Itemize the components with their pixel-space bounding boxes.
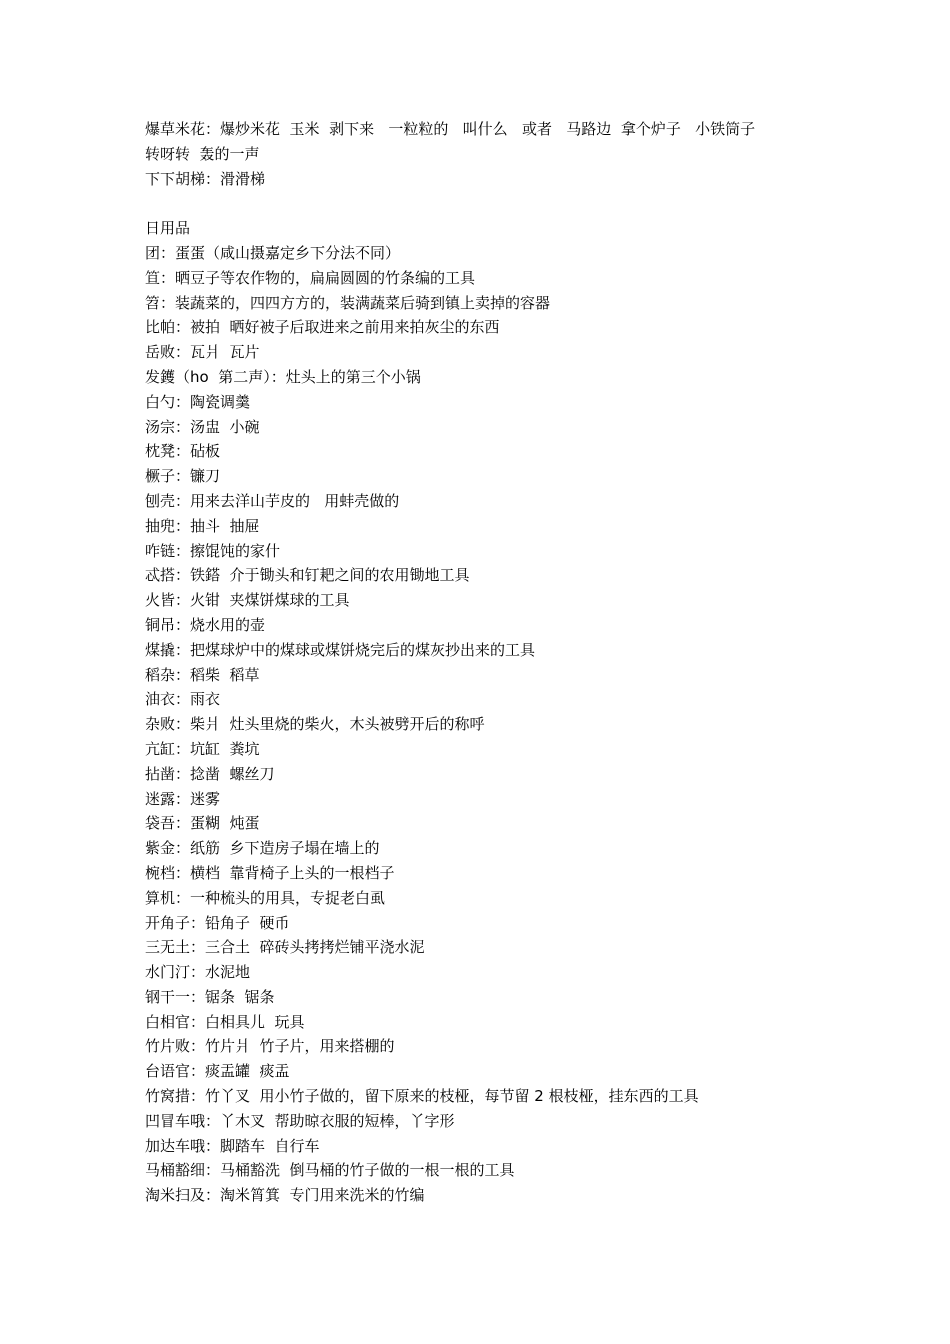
section-heading: 日用品 xyxy=(145,219,191,238)
entry-line: 亢缸：坑缸 粪坑 xyxy=(145,739,260,758)
document-body xyxy=(145,117,815,1208)
entry-line: 咋链：擦馄饨的家什 xyxy=(145,541,281,560)
intro-line-3: 下下胡梯：滑滑梯 xyxy=(145,169,266,188)
entry-line: 台语官：痰盂罐 痰盂 xyxy=(145,1062,290,1081)
entry-line: 白相官：白相具儿 玩具 xyxy=(145,1012,305,1031)
intro-line-1: 爆草米花：爆炒米花 玉米 剥下来 一粒粒的 叫什么 或者 马路边 拿个炉子 小铁筒子 xyxy=(145,120,756,138)
entry-line: 抽兜：抽斗 抽屉 xyxy=(145,516,260,535)
entry-line: 岳败：瓦爿 瓦片 xyxy=(145,343,260,362)
entry-line: 椀档：横档 靠背椅子上头的一根档子 xyxy=(145,863,395,882)
blank-line xyxy=(145,191,815,216)
entry-line: 算机：一种梳头的用具，专捉老白虱 xyxy=(145,888,386,907)
entry-line: 火皆：火钳 夹煤饼煤球的工具 xyxy=(145,591,350,610)
entry-line: 竹窝措：竹丫叉 用小竹子做的，留下原来的枝桠，每节留 2 根枝桠，挂东西的工具 xyxy=(145,1087,699,1106)
entry-line: 拈凿：捻凿 螺丝刀 xyxy=(145,764,275,783)
entry-line: 汤宗：汤盅 小碗 xyxy=(145,417,260,436)
entry-line: 发鑊（ho 第二声）：灶头上的第三个小锅 xyxy=(145,367,421,386)
entry-line: 团：蛋蛋（咸山摄嘉定乡下分法不同） xyxy=(145,243,401,262)
entry-line: 袋吾：蛋糊 炖蛋 xyxy=(145,814,260,833)
entry-line: 凹冒车哦：丫木叉 帮助晾衣服的短棒，丫字形 xyxy=(145,1111,455,1130)
entry-line: 加达车哦：脚踏车 自行车 xyxy=(145,1136,320,1155)
entry-line: 枕凳：砧板 xyxy=(145,442,221,461)
entry-line: 橛子：镰刀 xyxy=(145,467,221,486)
entry-line: 水门汀：水泥地 xyxy=(145,963,251,982)
entry-line: 比帕：被拍 晒好被子后取进来之前用来拍灰尘的东西 xyxy=(145,318,500,337)
entry-line: 马桶豁细：马桶豁洗 倒马桶的竹子做的一根一根的工具 xyxy=(145,1161,515,1180)
entry-line: 淘米扫及：淘米筲箕 专门用来洗米的竹编 xyxy=(145,1186,425,1205)
entry-line: 油衣：雨衣 xyxy=(145,690,221,709)
entry-line: 煤撬：把煤球炉中的煤球或煤饼烧完后的煤灰抄出来的工具 xyxy=(145,640,536,659)
entry-line: 紫金：纸筋 乡下造房子塌在墙上的 xyxy=(145,839,380,858)
entry-line: 稻杂：稻柴 稻草 xyxy=(145,665,260,684)
entry-line: 笤：装蔬菜的，四四方方的，装满蔬菜后骑到镇上卖掉的容器 xyxy=(145,293,551,312)
entry-line: 三无土：三合土 碎砖头拷拷烂铺平浇水泥 xyxy=(145,938,425,957)
entry-line: 竹片败：竹片爿 竹子片，用来搭棚的 xyxy=(145,1037,395,1056)
entry-line: 钢干一：锯条 锯条 xyxy=(145,987,275,1006)
entry-line: 忒搭：铁鎝 介于锄头和钉耙之间的农用锄地工具 xyxy=(145,566,470,585)
entry-list xyxy=(145,241,815,1208)
entry-line: 刨壳：用来去洋山芋皮的 用蚌壳做的 xyxy=(145,491,400,510)
entry-line: 铜吊：烧水用的壶 xyxy=(145,615,266,634)
entry-line: 笪：晒豆子等农作物的，扁扁圆圆的竹条编的工具 xyxy=(145,268,476,287)
entry-line: 杂败：柴爿 灶头里烧的柴火，木头被劈开后的称呼 xyxy=(145,715,485,734)
entry-line: 迷露：迷雾 xyxy=(145,789,221,808)
entry-line: 白勺：陶瓷调羹 xyxy=(145,392,251,411)
intro-line-2: 转呀转 轰的一声 xyxy=(145,144,260,163)
entry-line: 开角子：铅角子 硬币 xyxy=(145,913,290,932)
